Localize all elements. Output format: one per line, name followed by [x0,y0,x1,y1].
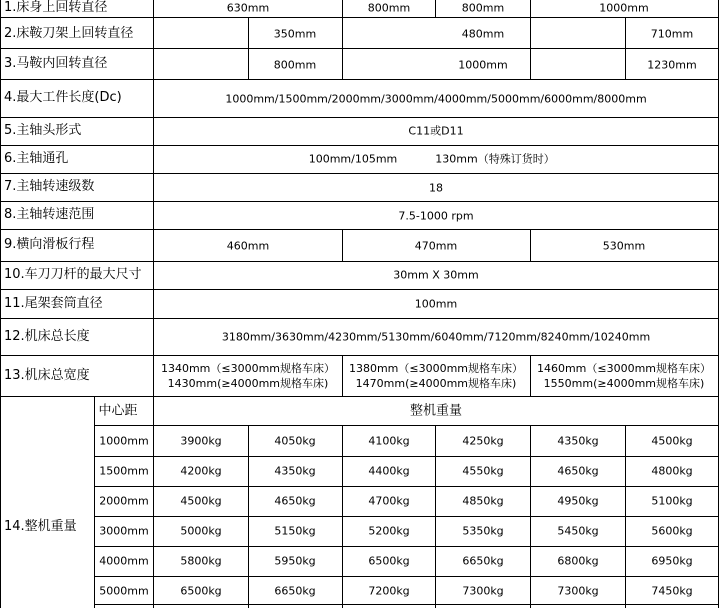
row-label-spindle-bore: 6.主轴通孔 [4,151,69,166]
width-line: 1550mm(≥4000mm规格车床) [543,377,705,390]
grid-line [0,173,719,174]
value-cell: 530mm [602,239,646,253]
weight-cell: 5200kg [368,524,410,538]
grid-line [625,48,626,79]
grid-line [0,201,719,202]
row-label-swing-in-gap: 3.马鞍内回转直径 [4,56,108,71]
weight-cell: 5000kg [180,524,222,538]
grid-line [435,425,436,608]
weight-cell: 7450kg [651,584,693,598]
grid-line [0,48,719,49]
weight-cell: 5150kg [274,524,316,538]
grid-line [530,229,531,261]
weight-cell: 4650kg [274,494,316,508]
width-line: 1340mm（≤3000mm规格车床） [160,362,336,375]
grid-line [0,318,719,319]
center-distance-cell: 3000mm [99,524,149,538]
row-label-speed-steps: 7.主轴转速级数 [4,179,95,194]
grid-line [625,425,626,608]
width-line: 1460mm（≤3000mm规格车床） [536,362,712,375]
weight-cell: 4800kg [651,464,693,478]
value-cell: 800mm [367,1,411,15]
weight-cell: 4350kg [274,464,316,478]
grid-line [0,289,719,290]
value-cell [161,361,335,391]
grid-line [342,229,343,261]
value-cell: 460mm [226,239,270,253]
value-cell: 18 [429,181,443,195]
value-cell: 800mm [273,58,317,72]
weight-header: 整机重量 [409,403,463,419]
row-label-cross-slide-travel: 9.横向滑板行程 [4,237,95,252]
grid-line [248,17,249,48]
weight-cell: 6950kg [651,554,693,568]
weight-cell: 6500kg [180,584,222,598]
grid-line [0,355,719,356]
grid-line [0,396,719,397]
grid-line [342,48,343,79]
grid-line [153,0,154,396]
value-cell: C11或D11 [408,124,464,138]
width-line: 1470mm(≥4000mm规格车床) [355,377,517,390]
row-label-tool-shank: 10.车刀刀杆的最大尺寸 [4,267,142,282]
grid-line [530,355,531,396]
row-label-spindle-nose: 5.主轴头形式 [4,123,82,138]
grid-line [248,48,249,79]
weight-cell: 4500kg [651,434,693,448]
weight-cell: 4200kg [180,464,222,478]
value-cell: 100mm [414,297,458,311]
grid-line [0,0,1,608]
value-cell: 100mm/105mm [308,152,398,166]
grid-line [0,229,719,230]
weight-cell: 7200kg [368,584,410,598]
grid-line [625,17,626,48]
weight-cell: 4100kg [368,434,410,448]
weight-cell: 5600kg [651,524,693,538]
width-line: 1430mm(≥4000mm规格车床) [167,377,329,390]
weight-cell: 4700kg [368,494,410,508]
grid-line [530,48,531,79]
grid-line [435,0,436,17]
weight-cell: 4050kg [274,434,316,448]
center-distance-cell: 4000mm [99,554,149,568]
value-cell: 1000mm/1500mm/2000mm/3000mm/4000mm/5000mm/6000mm/8000mm [225,92,647,106]
weight-cell: 4500kg [180,494,222,508]
value-cell: 1000mm [458,58,508,72]
value-cell: 480mm [461,27,505,41]
row-label-tailstock-quill: 11.尾架套筒直径 [4,296,103,311]
weight-cell: 4400kg [368,464,410,478]
row-label-speed-range: 8.主轴转速范围 [4,207,95,222]
value-cell: 1000mm [599,1,649,15]
value-cell: 630mm [226,1,270,15]
row-label-swing-over-carriage: 2.床鞍刀架上回转直径 [4,26,134,41]
value-cell: 3180mm/3630mm/4230mm/5130mm/6040mm/7120mm/8240mm/10240mm [221,330,651,344]
row-label-max-length: 4.最大工件长度(Dc) [4,90,122,105]
weight-cell: 7300kg [557,584,599,598]
grid-line [0,17,719,18]
grid-line [0,261,719,262]
grid-line [530,425,531,608]
weight-cell: 5350kg [462,524,504,538]
grid-line [342,17,343,48]
grid-line [530,17,531,48]
row-label-overall-length: 12.机床总长度 [4,329,90,344]
weight-cell: 5950kg [274,554,316,568]
value-cell: 1230mm [647,58,697,72]
value-cell: 7.5-1000 rpm [398,209,474,223]
weight-cell: 5100kg [651,494,693,508]
value-cell: 800mm [461,1,505,15]
weight-cell: 4850kg [462,494,504,508]
grid-line [0,117,719,118]
center-distance-header: 中心距 [98,403,138,419]
weight-cell: 4950kg [557,494,599,508]
center-distance-cell: 5000mm [99,584,149,598]
grid-line [342,0,343,17]
row-label-swing-over-bed: 1.床身上回转直径 [4,0,108,15]
weight-cell: 5450kg [557,524,599,538]
weight-cell: 6650kg [274,584,316,598]
weight-cell: 4250kg [462,434,504,448]
weight-cell: 7300kg [462,584,504,598]
value-cell: 350mm [273,27,317,41]
weight-cell: 4550kg [462,464,504,478]
weight-cell: 4650kg [557,464,599,478]
row-label-weight: 14.整机重量 [4,519,77,534]
weight-cell: 4350kg [557,434,599,448]
weight-cell: 3900kg [180,434,222,448]
center-distance-cell: 2000mm [99,494,149,508]
row-label-overall-width: 13.机床总宽度 [4,368,90,383]
grid-line [0,79,719,80]
center-distance-cell: 1500mm [99,464,149,478]
grid-line [342,425,343,608]
value-cell: 130mm（特殊订货时） [435,152,555,166]
value-cell [537,361,711,391]
weight-cell: 6650kg [462,554,504,568]
value-cell [349,361,523,391]
weight-cell: 6800kg [557,554,599,568]
weight-cell: 6500kg [368,554,410,568]
center-distance-cell: 1000mm [99,434,149,448]
weight-cell: 5800kg [180,554,222,568]
grid-line [342,355,343,396]
grid-line [0,145,719,146]
value-cell: 470mm [414,239,458,253]
value-cell: 30mm X 30mm [393,268,479,282]
value-cell: 710mm [650,27,694,41]
grid-line [248,425,249,608]
grid-line [530,0,531,17]
width-line: 1380mm（≤3000mm规格车床） [348,362,524,375]
